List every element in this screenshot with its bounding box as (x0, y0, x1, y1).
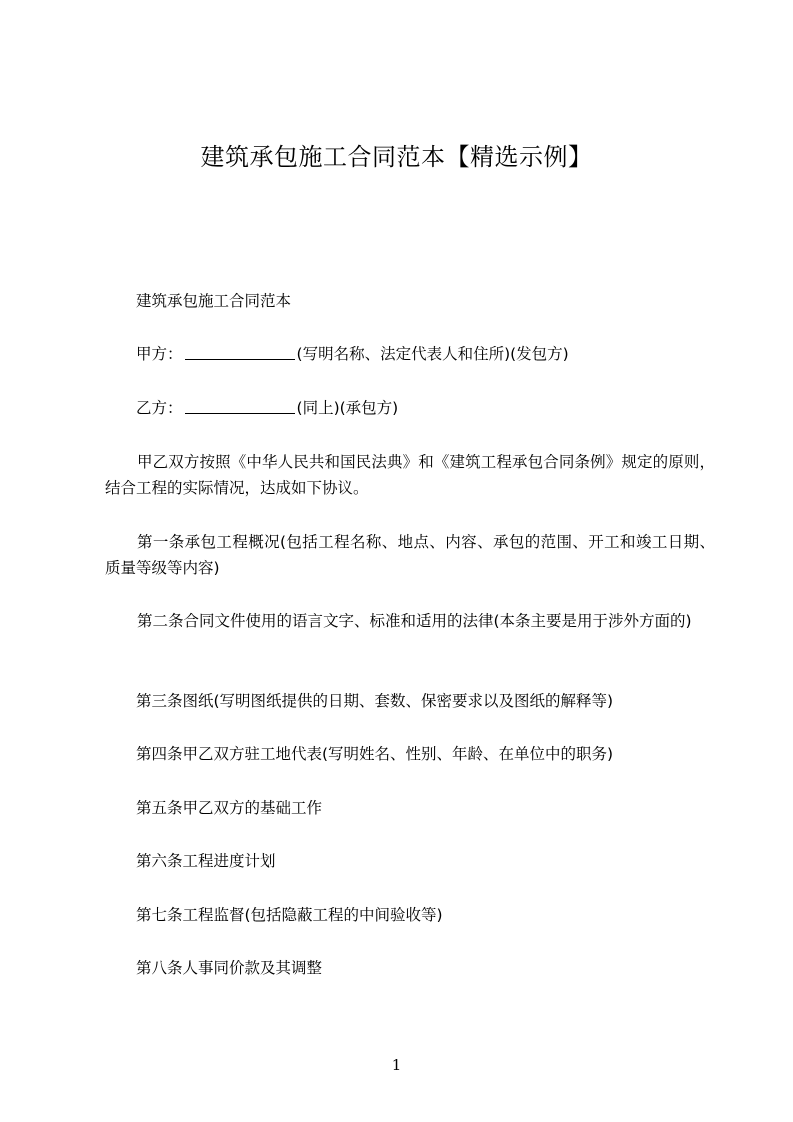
article-3: 第三条图纸(写明图纸提供的日期、套数、保密要求以及图纸的解释等) (136, 692, 614, 710)
party-a-note: (写明名称、法定代表人和住所)(发包方) (296, 345, 569, 363)
article-7: 第七条工程监督(包括隐蔽工程的中间验收等) (136, 906, 443, 924)
article-1: 第一条承包工程概况(包括工程名称、地点、内容、承包的范围、开工和竣工日期、质量等级等内容) (105, 533, 715, 577)
article-2: 第二条合同文件使用的语言文字、标准和适用的法律(本条主要是用于涉外方面的) (137, 612, 692, 630)
article-6: 第六条工程进度计划 (136, 852, 276, 870)
article-4: 第四条甲乙双方驻工地代表(写明姓名、性别、年龄、在单位中的职务) (136, 745, 614, 763)
party-a-line (136, 341, 716, 367)
document-title: 建筑承包施工合同范本【精选示例】 (200, 143, 593, 171)
article-5: 第五条甲乙双方的基础工作 (136, 799, 323, 817)
party-b-line (136, 395, 716, 421)
party-b-note: (同上)(承包方) (296, 399, 399, 417)
article-8: 第八条人事同价款及其调整 (136, 959, 323, 977)
page-number: 1 (391, 1056, 402, 1074)
party-a-blank (185, 345, 295, 360)
intro-paragraph: 甲乙双方按照《中华人民共和国民法典》和《建筑工程承包合同条例》规定的原则，结合工程的实际情况，达成如下协议。 (105, 453, 715, 497)
party-a-label: 甲方： (136, 345, 183, 363)
contract-subtitle: 建筑承包施工合同范本 (136, 292, 292, 310)
party-b-blank (185, 399, 295, 414)
party-b-label: 乙方： (136, 399, 183, 417)
